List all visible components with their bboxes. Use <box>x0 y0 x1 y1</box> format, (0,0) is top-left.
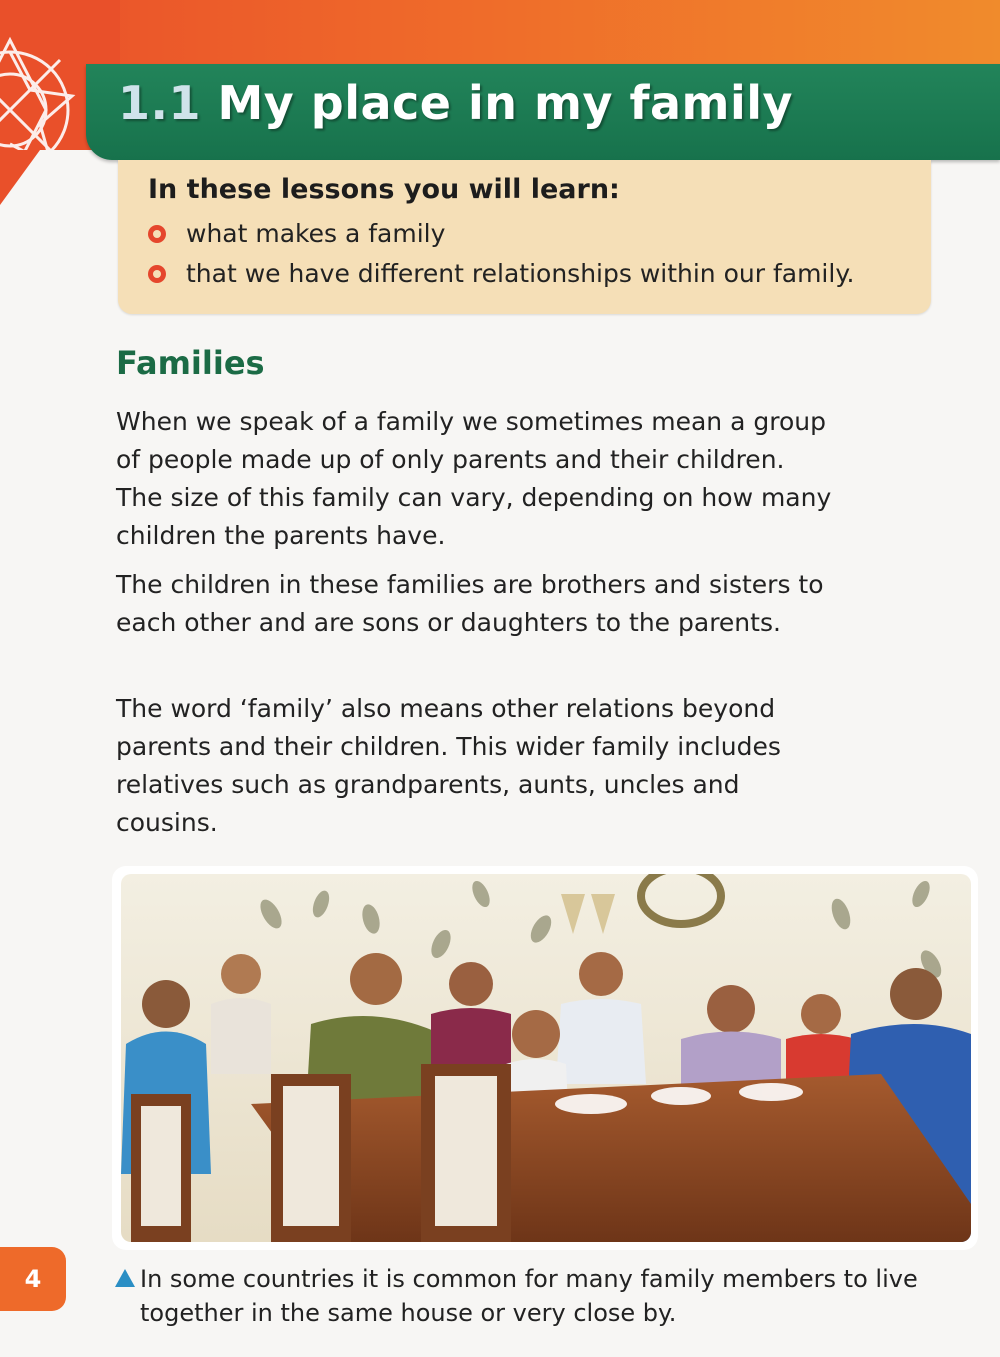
paragraph: The word ‘family’ also means other relations beyond parents and their children. This wider family includes relatives such as grandparents, aunts, uncles and cousins. <box>116 694 781 837</box>
photo-caption: In some countries it is common for many family members to live together in the same house or very close by. <box>140 1265 918 1327</box>
objective-text: that we have different relationships within our family. <box>186 259 855 288</box>
objective-text: what makes a family <box>186 219 446 248</box>
caption-triangle-icon <box>114 1268 136 1288</box>
lesson-number: 1.1 <box>118 76 201 130</box>
page-number: 4 <box>0 1247 66 1311</box>
lesson-title: My place in my family <box>217 76 793 130</box>
section-heading: Families <box>116 344 265 382</box>
objectives-heading: In these lessons you will learn: <box>148 174 620 205</box>
paragraph: When we speak of a family we sometimes mean a group of people made up of only parents and their children. The size of this family can vary, depending on how many children the parents have. <box>116 407 832 550</box>
bullet-icon <box>148 265 166 283</box>
bullet-icon <box>148 225 166 243</box>
page-title <box>118 76 793 130</box>
paragraph: The children in these families are brothers and sisters to each other and are sons or daughters to the parents. <box>116 570 824 637</box>
family-dinner-photo <box>121 874 971 1242</box>
